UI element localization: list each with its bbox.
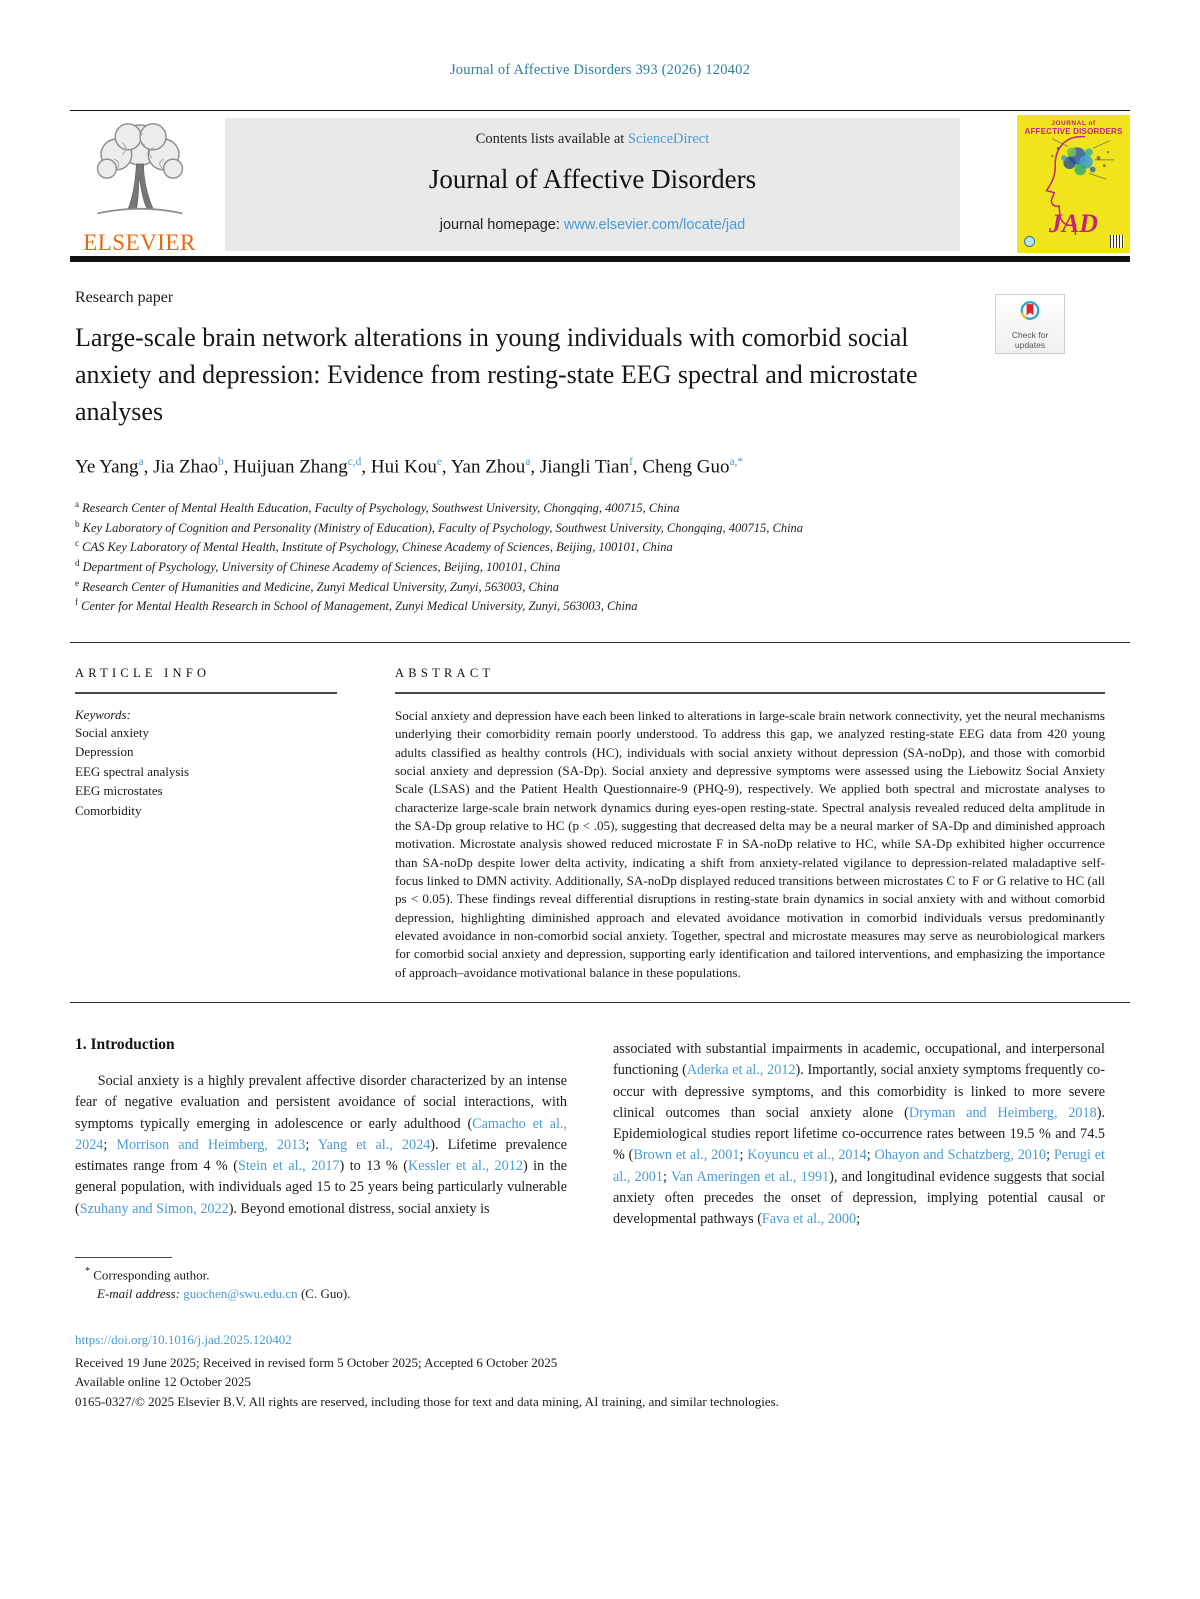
affiliation-line <box>75 518 1105 538</box>
journal-title: Journal of Affective Disorders <box>428 164 757 194</box>
received-dates-line: Received 19 June 2025; Received in revised form 5 October 2025; Accepted 6 October 2025 <box>75 1354 558 1370</box>
author-affiliation-superscript[interactable]: f <box>629 455 633 468</box>
author-affiliation-superscript[interactable]: c,d <box>347 455 362 468</box>
affiliation-list <box>75 498 1105 616</box>
author-affiliation-superscript[interactable]: a,* <box>729 455 744 468</box>
keywords-list <box>75 723 337 821</box>
citation-link[interactable]: Camacho et al., 2024 <box>75 1115 567 1153</box>
running-head-citation: Journal of Affective Disorders 393 (2026) 120402 <box>449 62 751 78</box>
author-affiliation-superscript[interactable]: a <box>525 455 531 468</box>
text-segment: Ye Yang <box>75 456 139 478</box>
keywords-label: Keywords: <box>75 706 131 722</box>
available-online-line: Available online 12 October 2025 <box>75 1374 251 1390</box>
citation-link[interactable]: Ohayon and Schatzberg, 2010 <box>874 1147 1047 1164</box>
affiliation-line <box>75 577 1105 597</box>
article-info-heading: ARTICLE INFO <box>75 665 211 680</box>
citation-link[interactable]: Fava et al., 2000 <box>761 1211 857 1228</box>
affiliation-text: CAS Key Laboratory of Mental Health, Institute of Psychology, Chinese Academy of Sciences, Beijing, 100101, China <box>79 540 673 555</box>
text-segment: , <box>143 456 154 478</box>
citation-link[interactable]: Szuhany and Simon, 2022 <box>79 1200 229 1217</box>
abstract-rule <box>395 692 1105 694</box>
citation-link[interactable]: Aderka et al., 2012 <box>686 1062 796 1079</box>
masthead-center-panel <box>225 118 960 251</box>
cover-title-line2: AFFECTIVE DISORDERS <box>1024 127 1123 136</box>
text-segment: ; <box>305 1136 318 1153</box>
abstract-text: Social anxiety and depression have each been linked to alterations in large-scale brain network connectivity, yet the neural mechanisms underlying their comorbidity remain poorly understood. To address this gap, we analyzed resting-state EEG data from 420 young adults classified as healthy controls (HC), individuals with social anxiety without depression (SA-noDp), and those with comorbid social anxiety and depression (SA-Dp). Social anxiety and depressive symptoms were assessed using the Liebowitz Social Anxiety Scale (LSAS) and the Patient Health Questionnaire-9 (PHQ-9), respectively. We applied both spectral and microstate analyses to characterize large-scale brain network dynamics during eyes-open resting-state. Spectral analysis revealed reduced delta amplitude in the SA-Dp group relative to HC (p < .05), suggesting that decreased delta may be a neural marker of SA-Dp and diminished approach motivation. Microstate analysis showed reduced microstate F in SA-noDp relative to HC, while SA-Dp exhibited higher occurrence than SA-noDp despite lower delta activity, indicating a shift from anxiety-related vigilance to depression-related maladaptive self-focus linked to DMN activity. Additionally, SA-noDp displayed reduced transitions between microstates C to F or G relative to HC (all ps < 0.05). These findings reveal differential disruptions in resting-state brain dynamics in social anxiety with and without comorbid depression, highlighting diminished approach and elevated avoidance motivation in comorbid individuals versus predominantly elevated avoidance in non-comorbid social anxiety. Together, spectral and microstate measures may serve as neurobiological markers for comorbid social anxiety and depression, supporting early identification and tailored interventions, and emphasizing the importance of approach–avoidance motivational balance in these populations. <box>395 707 1105 980</box>
author-affiliation-superscript[interactable]: a <box>138 455 144 468</box>
section-heading-introduction: 1. Introduction <box>75 1035 175 1053</box>
cover-title-line1: JOURNAL of <box>1051 120 1096 127</box>
introduction-section <box>75 1036 1105 1231</box>
text-segment: ). Epidemiological studies report lifetime co-occurrence rates between 19.5 % and 74.5 % ( <box>613 1104 1105 1164</box>
author-affiliation-superscript[interactable]: e <box>436 455 442 468</box>
corresponding-author-note <box>75 1264 1105 1285</box>
cover-jad-acronym: JAD <box>1048 209 1099 238</box>
affiliation-superscript: b <box>75 518 80 529</box>
homepage-line <box>225 217 960 233</box>
affiliation-text: Research Center of Mental Health Education, Faculty of Psychology, Southwest University, Chongqing, 400715, China <box>79 501 680 516</box>
affiliation-line <box>75 557 1105 577</box>
citation-link[interactable]: Yang et al., 2024 <box>317 1136 431 1153</box>
citation-link[interactable]: Morrison and Heimberg, 2013 <box>116 1136 306 1153</box>
check-for-updates-label: Check for updates <box>1011 330 1049 350</box>
text-segment: Huijuan Zhang <box>233 456 348 478</box>
article-footer-metadata <box>75 1332 1105 1412</box>
article-info-rule <box>75 692 337 694</box>
homepage-prefix: journal homepage: <box>439 217 564 233</box>
citation-link[interactable]: Kessler et al., 2012 <box>407 1158 523 1175</box>
citation-link[interactable]: Brown et al., 2001 <box>633 1147 740 1164</box>
article-info-abstract-section <box>75 643 1105 982</box>
email-link[interactable]: guochen@swu.edu.cn <box>183 1286 298 1302</box>
text-segment: ). Importantly, social anxiety symptoms frequently co-occur with depressive symptoms, and this comorbidity is linked to more severe clinical outcomes than social anxiety alone ( <box>613 1062 1106 1121</box>
email-line <box>75 1284 1105 1304</box>
elsevier-wordmark: ELSEVIER <box>83 230 196 255</box>
copyright-line: 0165-0327/© 2025 Elsevier B.V. All rights are reserved, including those for text and data mining, AI training, and similar technologies. <box>75 1393 779 1409</box>
check-for-updates-icon <box>1015 298 1045 326</box>
text-segment: Social anxiety is a highly prevalent affective disorder characterized by an intense fear of negative evaluation and persistent avoidance of social interactions, with symptoms typically emerging in adolescence or early adulthood ( <box>75 1072 567 1132</box>
sciencedirect-link[interactable]: ScienceDirect <box>627 131 710 147</box>
text-segment: Jiangli Tian <box>539 456 630 478</box>
footnote-asterisk: * <box>85 1265 90 1277</box>
affiliation-text: Department of Psychology, University of Chinese Academy of Sciences, Beijing, 100101, China <box>79 560 561 575</box>
section-divider-rule <box>70 1002 1130 1003</box>
text-segment: ; <box>103 1136 117 1153</box>
article-title: Large-scale brain network alterations in young individuals with comorbid social anxiety and depression: Evidence from resting-state EEG spectral and microstate analyses <box>75 323 918 426</box>
footnote-divider <box>75 1257 172 1258</box>
intro-paragraph-right <box>613 1039 1105 1231</box>
affiliation-line <box>75 596 1105 616</box>
journal-cover-thumbnail[interactable] <box>1017 115 1130 253</box>
article-info-column <box>75 666 337 982</box>
article-type-label: Research paper <box>75 289 174 306</box>
abstract-heading: ABSTRACT <box>395 665 495 680</box>
text-segment: ; <box>1046 1147 1054 1164</box>
text-segment: , <box>441 456 451 478</box>
affiliation-superscript: e <box>75 577 79 588</box>
text-segment: , <box>530 456 540 478</box>
text-segment: , <box>361 456 371 478</box>
affiliation-superscript: d <box>75 558 80 569</box>
article-header <box>75 262 1105 616</box>
keyword-item: Depression <box>75 744 134 760</box>
text-segment: , <box>223 456 234 478</box>
elsevier-tree-icon <box>81 119 199 223</box>
citation-link[interactable]: Van Ameringen et al., 1991 <box>670 1168 830 1185</box>
text-segment: (C. Guo). <box>297 1286 351 1302</box>
contents-line <box>225 131 960 148</box>
affiliation-text: Center for Mental Health Research in School of Management, Zunyi Medical University, Zunyi, 563003, China <box>78 599 638 614</box>
cover-barcode <box>1110 235 1124 248</box>
text-segment: E-mail address: <box>97 1286 180 1302</box>
keyword-item: Comorbidity <box>75 802 142 818</box>
keyword-item: EEG spectral analysis <box>75 763 190 779</box>
citation-link[interactable]: Stein et al., 2017 <box>237 1158 340 1175</box>
keyword-item: Social anxiety <box>75 724 150 740</box>
text-segment: Hui Kou <box>370 456 437 478</box>
affiliation-superscript: a <box>75 499 79 510</box>
citation-link[interactable]: Dryman and Heimberg, 2018 <box>908 1104 1097 1121</box>
affiliation-superscript: f <box>75 597 78 608</box>
abstract-column <box>395 666 1105 982</box>
footnote-block <box>75 1257 1105 1304</box>
intro-column-left <box>75 1036 567 1231</box>
affiliation-line <box>75 537 1105 557</box>
text-segment: ; <box>866 1147 875 1164</box>
author-affiliation-superscript[interactable]: b <box>218 455 224 468</box>
journal-homepage-link[interactable]: www.elsevier.com/locate/jad <box>563 217 746 233</box>
contents-prefix: Contents lists available at <box>475 131 628 147</box>
text-segment: ) to 13 % ( <box>339 1158 408 1175</box>
affiliation-text: Research Center of Humanities and Medicine, Zunyi Medical University, Zunyi, 563003, China <box>79 579 560 594</box>
text-segment: ; <box>856 1211 861 1228</box>
elsevier-logo[interactable] <box>72 119 207 256</box>
citation-link[interactable]: Perugi et al., 2001 <box>613 1147 1105 1185</box>
text-segment: , <box>632 456 643 478</box>
text-segment: ), and longitudinal evidence suggests that social anxiety often precedes the onset of depression, implying potential causal or developmental pathways ( <box>613 1168 1105 1228</box>
text-segment: ). Lifetime prevalence estimates range from 4 % ( <box>75 1136 567 1175</box>
affiliation-text: Key Laboratory of Cognition and Personality (Ministry of Education), Faculty of Psychology, Southwest University, Chongqing, 400715, China <box>79 520 804 535</box>
text-segment: Yan Zhou <box>450 456 526 478</box>
text-segment: ; <box>739 1147 748 1164</box>
journal-masthead <box>70 110 1130 256</box>
affiliation-line <box>75 498 1105 518</box>
intro-paragraph-left <box>75 1071 567 1220</box>
author-list <box>75 456 1105 478</box>
affiliation-superscript: c <box>75 538 79 549</box>
corresponding-author-text: Corresponding author. <box>90 1266 210 1282</box>
text-segment: ). Beyond emotional distress, social anxiety is <box>228 1200 490 1217</box>
text-segment: ) in the general population, with individuals aged 15 to 25 years being particularly vulnerable ( <box>75 1158 568 1217</box>
intro-column-right <box>613 1036 1105 1231</box>
doi-link[interactable]: https://doi.org/10.1016/j.jad.2025.120402 <box>75 1331 292 1347</box>
cover-globe-icon <box>1024 236 1035 247</box>
citation-link[interactable]: Koyuncu et al., 2014 <box>747 1147 867 1164</box>
text-segment: Jia Zhao <box>153 456 219 478</box>
check-for-updates-badge[interactable] <box>995 294 1065 354</box>
text-segment: associated with substantial impairments in academic, occupational, and interpersonal functioning ( <box>613 1040 1105 1079</box>
keyword-item: EEG microstates <box>75 783 163 799</box>
text-segment: ; <box>663 1168 671 1185</box>
text-segment: Cheng Guo <box>642 456 730 478</box>
